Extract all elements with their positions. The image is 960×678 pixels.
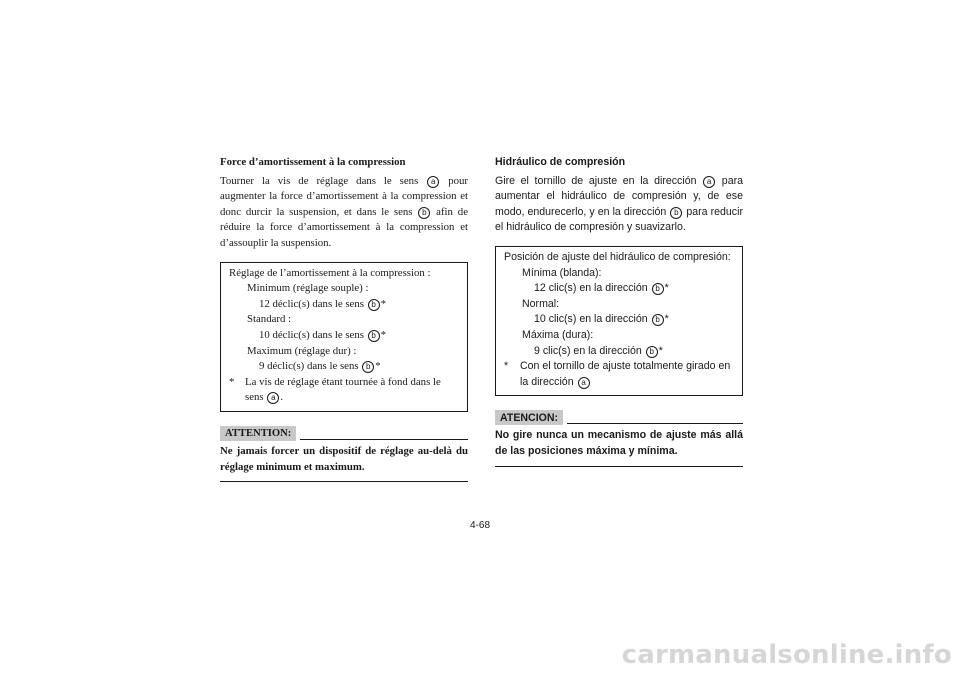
spec-minimum-label: Mínima (blanda): bbox=[522, 266, 602, 279]
circled-a-marker: a bbox=[578, 377, 590, 389]
spec-minimum-label: Minimum (réglage souple) : bbox=[247, 282, 369, 295]
spec-value-text: 10 déclic(s) dans le sens bbox=[259, 328, 364, 341]
body-paragraph-es bbox=[495, 174, 743, 236]
warning-header-es bbox=[495, 410, 743, 425]
divider bbox=[567, 423, 743, 424]
circled-a-marker: a bbox=[267, 392, 279, 404]
warning-text-fr: Ne jamais forcer un dispositif de réglage au-delà du réglage minimum et maximum. bbox=[220, 444, 468, 473]
watermark: carmanualsonline.info bbox=[621, 640, 952, 670]
spec-normal-label: Normal: bbox=[522, 297, 560, 310]
spec-maximum-label: Máxima (dura): bbox=[522, 328, 594, 341]
note-end: . bbox=[280, 391, 284, 404]
spec-box-fr bbox=[220, 262, 468, 412]
circled-b-marker: b bbox=[418, 207, 430, 219]
asterisk: * bbox=[658, 344, 663, 357]
divider bbox=[220, 481, 468, 482]
body-text-part: afin de réduire la force d’amortissement à la compression et d’assouplir la suspension. bbox=[220, 205, 468, 249]
spec-maximum-label: Maximum (réglage dur) : bbox=[247, 344, 357, 357]
spec-maximum-value bbox=[504, 344, 734, 360]
spec-value-text: 10 clic(s) en la dirección bbox=[534, 313, 648, 326]
body-text-part: Gire el tornillo de ajuste en la dirección bbox=[495, 174, 697, 187]
page-number: 4-68 bbox=[469, 520, 490, 531]
warning-text-es: No gire nunca un mecanismo de ajuste más allá de las posiciones máxima y mínima. bbox=[495, 429, 743, 457]
spec-title: Posición de ajuste del hidráulico de compresión: bbox=[504, 250, 731, 263]
spec-box-es bbox=[495, 246, 743, 396]
french-column bbox=[220, 155, 468, 482]
asterisk: * bbox=[664, 313, 669, 326]
spec-value-text: 9 clic(s) en la dirección bbox=[534, 344, 642, 357]
warning-badge: ATENCION: bbox=[495, 410, 563, 425]
asterisk: * bbox=[375, 360, 381, 373]
circled-b-marker: b bbox=[646, 346, 658, 358]
spec-title: Réglage de l’amortissement à la compression : bbox=[229, 266, 431, 279]
body-paragraph-fr bbox=[220, 174, 468, 252]
asterisk: * bbox=[664, 282, 669, 295]
spec-standard-value bbox=[229, 328, 459, 344]
spec-note bbox=[229, 375, 459, 406]
spec-maximum-value bbox=[229, 359, 459, 375]
spec-minimum-value bbox=[504, 281, 734, 297]
circled-b-marker: b bbox=[368, 330, 380, 342]
circled-b-marker: b bbox=[652, 283, 664, 295]
spec-normal-value bbox=[504, 312, 734, 328]
circled-a-marker: a bbox=[703, 176, 715, 188]
circled-a-marker: a bbox=[427, 176, 439, 188]
spec-note bbox=[504, 359, 734, 390]
section-heading-es: Hidráulico de compresión bbox=[495, 156, 626, 168]
circled-b-marker: b bbox=[362, 361, 374, 373]
spanish-column bbox=[495, 155, 743, 467]
divider bbox=[300, 439, 468, 440]
body-text-part: para aumentar el hidráulico de compresión y, de ese modo, endurecerlo, y en la dirección bbox=[495, 174, 743, 218]
circled-b-marker: b bbox=[670, 207, 682, 219]
spec-standard-label: Standard : bbox=[247, 313, 292, 326]
circled-b-marker: b bbox=[368, 299, 380, 311]
asterisk: * bbox=[504, 360, 509, 373]
asterisk: * bbox=[229, 375, 235, 388]
circled-b-marker: b bbox=[652, 314, 664, 326]
spec-value-text: 12 déclic(s) dans le sens bbox=[259, 297, 364, 310]
note-text: La vis de réglage étant tournée à fond dans le sens bbox=[245, 375, 441, 404]
body-text-part: pour augmenter la force d’amortissement à la compression et donc durcir la suspension, et dans le sens bbox=[220, 174, 468, 218]
note-text: Con el tornillo de ajuste totalmente girado en la dirección bbox=[520, 360, 731, 388]
spec-value-text: 9 déclic(s) dans le sens bbox=[259, 360, 359, 373]
divider bbox=[495, 466, 743, 467]
warning-header-fr bbox=[220, 426, 468, 441]
spec-minimum-value bbox=[229, 297, 459, 313]
body-text-part: Tourner la vis de réglage dans le sens bbox=[220, 174, 419, 187]
asterisk: * bbox=[380, 297, 387, 310]
warning-badge: ATTENTION: bbox=[220, 426, 296, 441]
asterisk: * bbox=[380, 328, 387, 341]
section-heading-fr: Force d’amortissement à la compression bbox=[220, 156, 406, 168]
spec-value-text: 12 clic(s) en la dirección bbox=[534, 282, 648, 295]
body-text-part: para reducir el hidráulico de compresión y suavizarlo. bbox=[495, 205, 743, 234]
